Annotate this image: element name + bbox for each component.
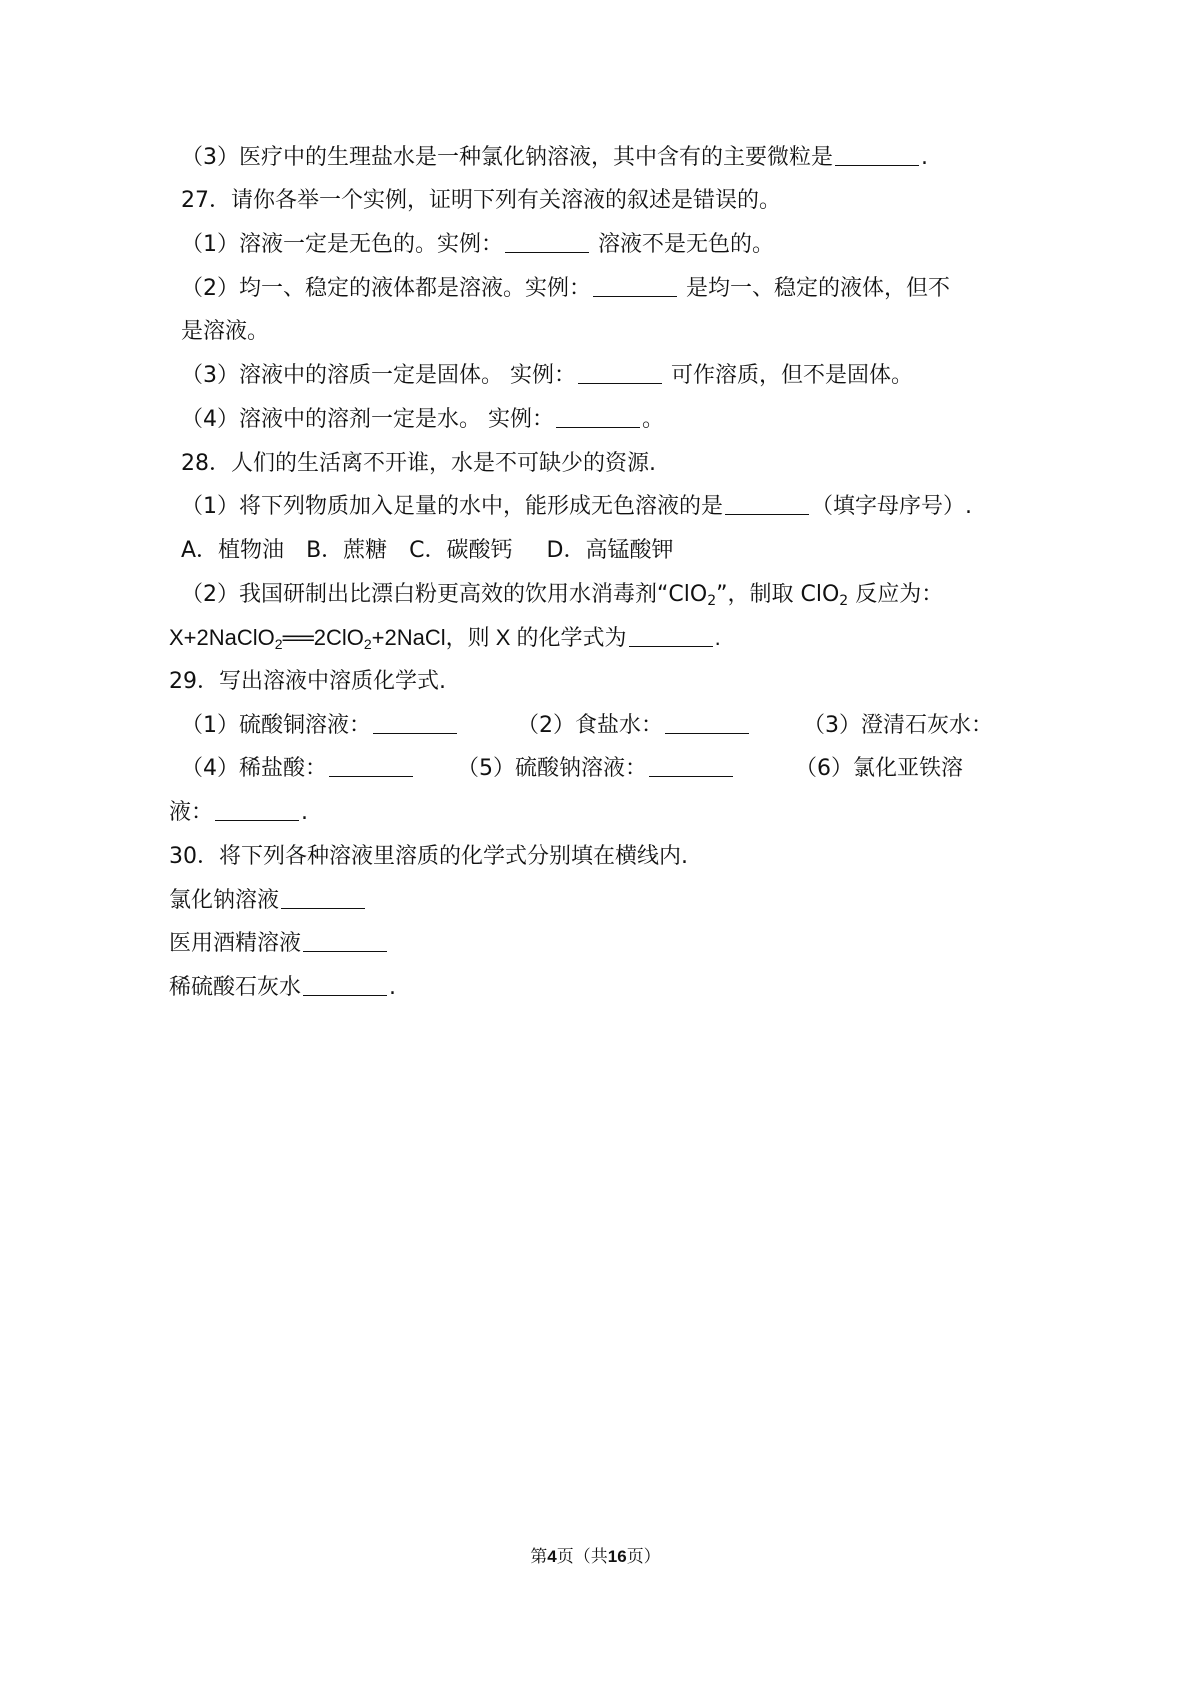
answer-blank[interactable]	[373, 711, 457, 734]
answer-blank[interactable]	[629, 624, 713, 647]
answer-blank[interactable]	[303, 973, 387, 996]
q28-part2: （2）我国研制出比漂白粉更高效的饮用水消毒剂“ClO$_2$”，制取 ClO$_2$ 反应为：	[181, 582, 944, 609]
q27-title: 27．请你各举一个实例，证明下列有关溶液的叙述是错误的。	[181, 188, 781, 213]
q28-part1: （1）将下列物质加入足量的水中，能形成无色溶液的是 （填字母序号）.	[181, 494, 972, 519]
option-d: D．高锰酸钾	[546, 538, 674, 563]
q29-row1: （1）硫酸铜溶液： （2）食盐水： （3）澄清石灰水：	[181, 713, 993, 738]
option-a: A．植物油	[181, 538, 285, 563]
q28-equation: X+2NaClO$_2$══2ClO$_2$+2NaCl，则 X 的化学式为 .	[169, 625, 721, 652]
q29-title: 29．写出溶液中溶质化学式.	[169, 669, 446, 694]
q30-item1: 氯化钠溶液	[169, 886, 367, 916]
answer-blank[interactable]	[281, 886, 365, 909]
page-total: 16	[607, 1547, 627, 1566]
answer-blank[interactable]	[215, 798, 299, 821]
answer-blank[interactable]	[649, 754, 733, 777]
answer-blank[interactable]	[303, 929, 387, 952]
q26-part3: （3）医疗中的生理盐水是一种氯化钠溶液，其中含有的主要微粒是 .	[181, 145, 928, 170]
q30-item2: 医用酒精溶液	[169, 929, 389, 959]
q27-part2-cont: 是溶液。	[181, 319, 270, 344]
answer-blank[interactable]	[835, 143, 919, 166]
answer-blank[interactable]	[593, 274, 677, 297]
option-b: B．蔗糖	[306, 538, 388, 563]
q28-title: 28．人们的生活离不开谁，水是不可缺少的资源.	[181, 451, 656, 476]
q30-title: 30．将下列各种溶液里溶质的化学式分别填在横线内.	[169, 844, 688, 869]
page-number: 4	[547, 1547, 557, 1566]
q30-item3: 稀硫酸石灰水 .	[169, 975, 397, 1000]
q27-part2: （2）均一、稳定的液体都是溶液。实例： 是均一、稳定的液体，但不	[181, 276, 950, 301]
q27-part4: （4）溶液中的溶剂一定是水。 实例： 。	[181, 407, 665, 432]
q28-options	[181, 536, 673, 566]
option-c: C．碳酸钙	[409, 538, 513, 563]
q27-part1: （1）溶液一定是无色的。实例： 溶液不是无色的。	[181, 232, 774, 257]
answer-blank[interactable]	[329, 754, 413, 777]
answer-blank[interactable]	[578, 361, 662, 384]
answer-blank[interactable]	[665, 711, 749, 734]
q29-row3: 液： .	[169, 800, 309, 825]
answer-blank[interactable]	[505, 230, 589, 253]
q29-row2: （4）稀盐酸： （5）硫酸钠溶液： （6）氯化亚铁溶	[181, 756, 963, 781]
page-footer: 第4页（共16页）	[530, 1547, 661, 1567]
q27-part3: （3）溶液中的溶质一定是固体。 实例： 可作溶质，但不是固体。	[181, 363, 913, 388]
answer-blank[interactable]	[725, 492, 809, 515]
answer-blank[interactable]	[556, 405, 640, 428]
